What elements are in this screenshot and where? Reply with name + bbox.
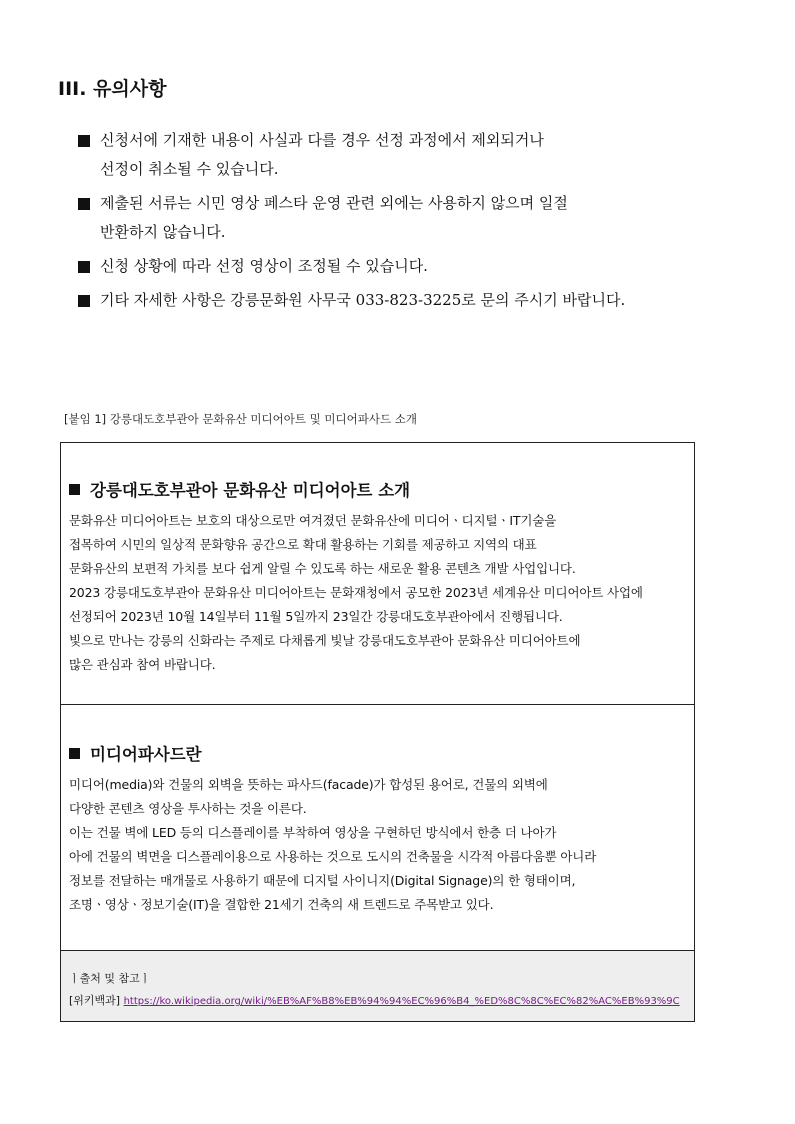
body-line: 이는 건물 벽에 LED 등의 디스플레이를 부착하여 영상을 구현하던 방식에서 한층 더 나아가 <box>69 825 557 840</box>
square-bullet-icon <box>78 295 90 307</box>
panel-title: 강릉대도호부관아 문화유산 미디어아트 소개 <box>90 481 411 500</box>
notice-text-line: 제출된 서류는 시민 영상 페스타 운영 관련 외에는 사용하지 않으며 일절 <box>100 194 568 212</box>
panel-body <box>69 509 689 677</box>
notice-item <box>76 286 696 315</box>
sources-panel <box>61 951 694 1021</box>
body-line: 다양한 콘텐츠 영상을 투사하는 것을 이른다. <box>69 801 307 816</box>
body-line: 정보를 전달하는 매개물로 사용하기 때문에 디지털 사이니지(Digital Signage)의 한 형태이며, <box>69 873 576 888</box>
notice-item <box>76 252 696 281</box>
square-bullet-icon <box>78 135 90 147</box>
panel-title: 미디어파사드란 <box>90 745 202 764</box>
panel-body <box>69 773 689 917</box>
body-line: 조명ㆍ영상ㆍ정보기술(IT)을 결합한 21세기 건축의 새 트렌드로 주목받고 있다. <box>69 897 494 912</box>
section-title: III. 유의사항 <box>58 78 167 100</box>
media-facade-panel <box>61 705 694 951</box>
square-bullet-icon <box>69 748 80 759</box>
notice-text-line: 선정이 취소될 수 있습니다. <box>100 160 279 178</box>
sources-heading: ㅣ출처 및 참고ㅣ <box>69 972 151 985</box>
body-line: 선정되어 2023년 10월 14일부터 11월 5일까지 23일간 강릉대도호부관아에서 진행됩니다. <box>69 609 563 624</box>
body-line: 아에 건물의 벽면을 디스플레이용으로 사용하는 것으로 도시의 건축물을 시각적 아름다움뿐 아니라 <box>69 849 597 864</box>
source-entry <box>69 990 689 1013</box>
panel-heading <box>69 477 410 501</box>
notice-text-line: 반환하지 않습니다. <box>100 223 226 241</box>
square-bullet-icon <box>69 484 80 495</box>
attachment-caption: [붙임 1] 강릉대도호부관아 문화유산 미디어아트 및 미디어파사드 소개 <box>64 412 417 426</box>
square-bullet-icon <box>78 198 90 210</box>
body-line: 문화유산의 보편적 가치를 보다 쉽게 알릴 수 있도록 하는 새로운 활용 콘텐츠 개발 사업입니다. <box>69 561 576 576</box>
notice-text-line: 신청서에 기재한 내용이 사실과 다를 경우 선정 과정에서 제외되거나 <box>100 131 544 149</box>
notice-list <box>76 126 696 320</box>
attachment-box <box>60 442 695 1022</box>
body-line: 접목하여 시민의 일상적 문화향유 공간으로 확대 활용하는 기회를 제공하고 지역의 대표 <box>69 537 537 552</box>
body-line: 2023 강릉대도호부관아 문화유산 미디어아트는 문화재청에서 공모한 2023년 세계유산 미디어아트 사업에 <box>69 585 643 600</box>
notice-text-line: 신청 상황에 따라 선정 영상이 조정될 수 있습니다. <box>100 257 428 275</box>
notice-item <box>76 126 696 184</box>
sources-block <box>69 968 689 1013</box>
body-line: 미디어(media)와 건물의 외벽을 뜻하는 파사드(facade)가 합성된 용어로, 건물의 외벽에 <box>69 777 548 792</box>
source-label: [위키백과] <box>69 994 124 1007</box>
body-line: 많은 관심과 참여 바랍니다. <box>69 657 216 672</box>
notice-item <box>76 189 696 247</box>
media-art-panel <box>61 443 694 705</box>
source-link[interactable]: https://ko.wikipedia.org/wiki/%EB%AF%B8%EB%94%94%EC%96%B4_%ED%8C%8C%EC%82%AC%EB%93%9C <box>123 996 680 1007</box>
body-line: 문화유산 미디어아트는 보호의 대상으로만 여겨졌던 문화유산에 미디어ㆍ디지털ㆍIT기술을 <box>69 513 557 528</box>
panel-heading <box>69 741 202 765</box>
square-bullet-icon <box>78 261 90 273</box>
notice-text-line: 기타 자세한 사항은 강릉문화원 사무국 033-823-3225로 문의 주시기 바랍니다. <box>100 291 626 309</box>
body-line: 빛으로 만나는 강릉의 신화라는 주제로 다채롭게 빛날 강릉대도호부관아 문화유산 미디어아트에 <box>69 633 581 648</box>
